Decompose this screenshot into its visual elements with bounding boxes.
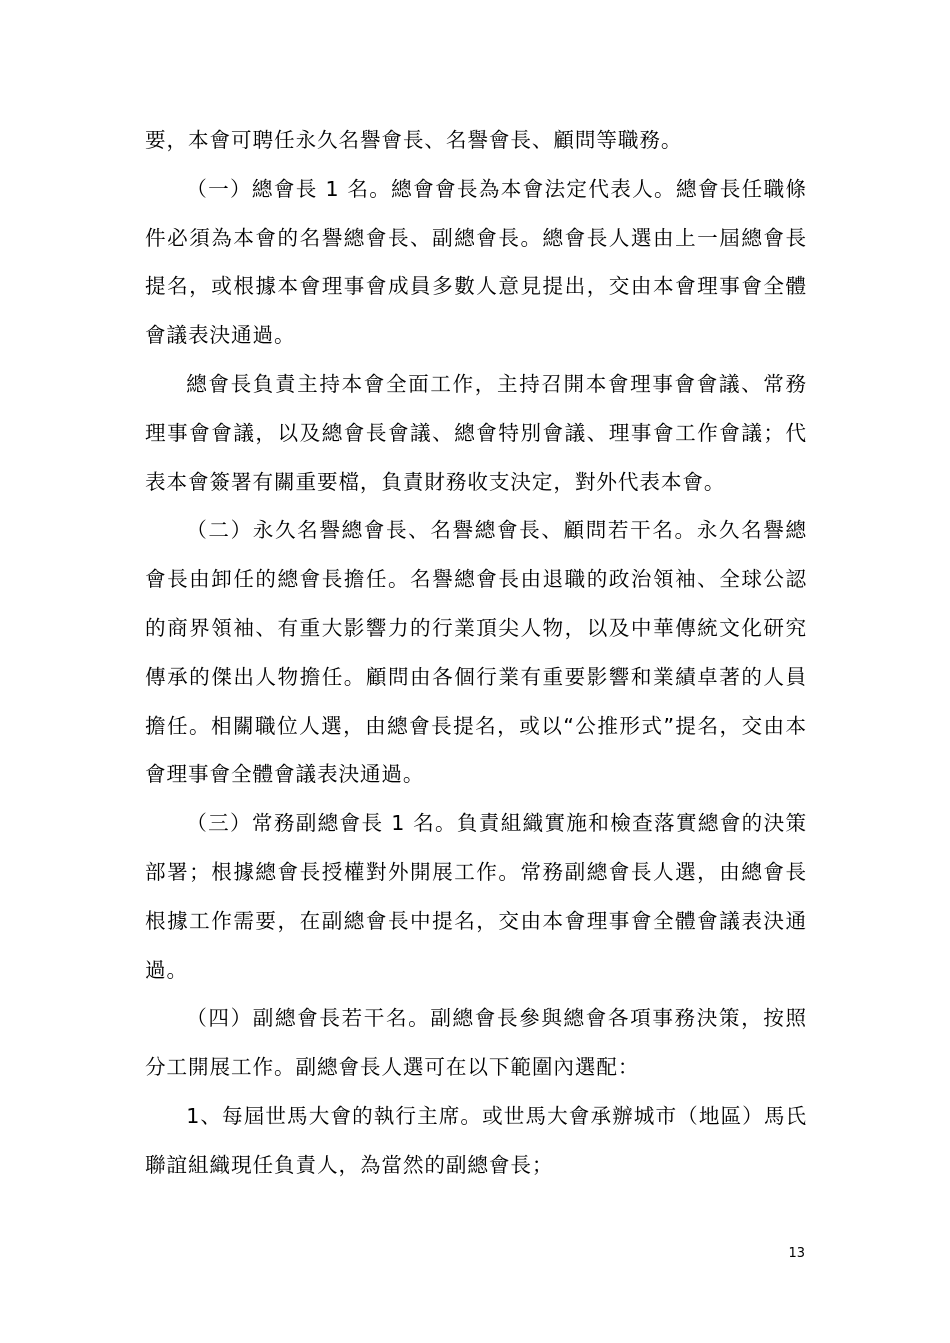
paragraph: （四）副總會長若干名。副總會長參與總會各項事務決策，按照分工開展工作。副總會長人選可在以下範圍內選配： bbox=[145, 1006, 807, 1080]
paragraph: （二）永久名譽總會長、名譽總會長、顧問若干名。永久名譽總會長由卸任的總會長擔任。名譽總會長由退職的政治領袖、全球公認的商界領袖、有重大影響力的行業頂尖人物，以及中華傳統文化研究傳承的傑出人物擔任。顧問由各個行業有重要影響和業績卓著的人員擔任。相關職位人選，由總會長提名，或以“公推形式”提名，交由本會理事會全體會議表決通過。 bbox=[145, 518, 807, 787]
paragraph: （三）常務副總會長 1 名。負責組織實施和檢查落實總會的決策部署；根據總會長授權對外開展工作。常務副總會長人選，由總會長根據工作需要，在副總會長中提名，交由本會理事會全體會議表決通過。 bbox=[145, 811, 807, 982]
paragraph: 總會長負責主持本會全面工作，主持召開本會理事會會議、常務理事會會議，以及總會長會議、總會特別會議、理事會工作會議；代表本會簽署有關重要檔，負責財務收支決定，對外代表本會。 bbox=[145, 371, 807, 494]
paragraph: 1、每屆世馬大會的執行主席。或世馬大會承辦城市（地區）馬氏聯誼組織現任負責人，為當然的副總會長； bbox=[145, 1103, 807, 1177]
paragraph: 要，本會可聘任永久名譽會長、名譽會長、顧問等職務。 bbox=[145, 128, 683, 152]
paragraph: （一）總會長 1 名。總會會長為本會法定代表人。總會長任職條件必須為本會的名譽總會長、副總會長。總會長人選由上一屆總會長提名，或根據本會理事會成員多數人意見提出，交由本會理事會全體會議表決通過。 bbox=[145, 176, 807, 348]
body-text bbox=[145, 116, 807, 1190]
page-number: 13 bbox=[788, 1246, 805, 1261]
